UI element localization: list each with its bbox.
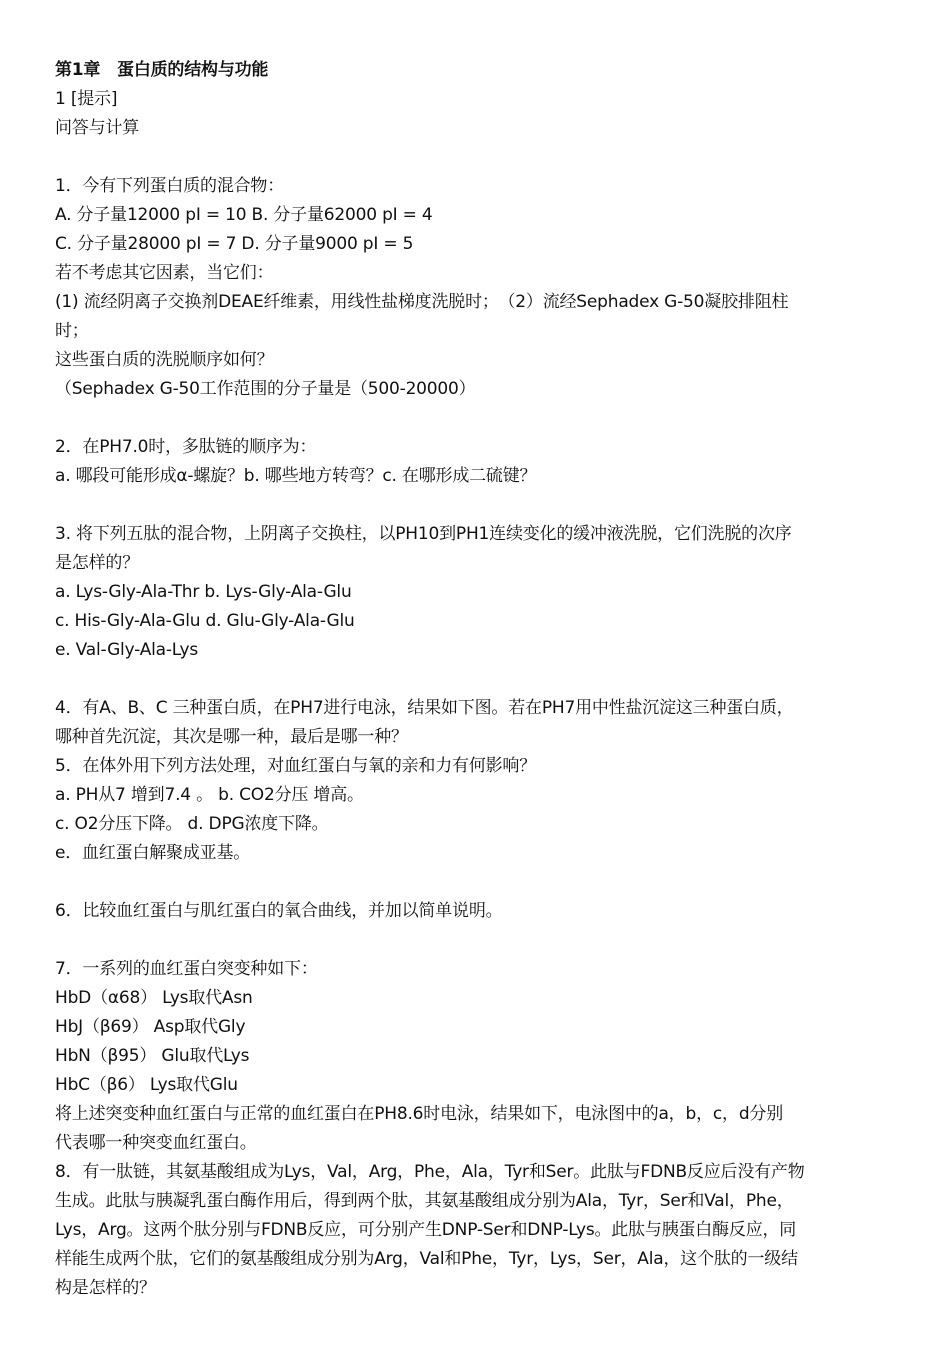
- question-7-line: HbN（β95） Glu取代Lys: [55, 1046, 250, 1066]
- spacer: [55, 868, 900, 897]
- question-3: [55, 520, 900, 665]
- question-8: [55, 1158, 900, 1303]
- question-3-line: 3. 将下列五肽的混合物，上阴离子交换柱，以PH10到PH1连续变化的缓冲液洗脱，它们洗脱的次序: [55, 524, 792, 544]
- spacer: [55, 143, 900, 172]
- question-3-line: c. His-Gly-Ala-Glu d. Glu-Gly-Ala-Glu: [55, 611, 355, 631]
- question-7-line: 7．一系列的血红蛋白突变种如下：: [55, 959, 318, 979]
- question-3-line: a. Lys-Gly-Ala-Thr b. Lys-Gly-Ala-Glu: [55, 582, 352, 602]
- spacer: [55, 491, 900, 520]
- question-1-line: (1) 流经阴离子交换剂DEAE纤维素，用线性盐梯度洗脱时； （2）流经Sephadex G-50凝胶排阻柱: [55, 292, 789, 312]
- question-8-line: 8．有一肽链，其氨基酸组成为Lys，Val，Arg，Phe，Ala，Tyr和Ser。此肽与FDNB反应后没有产物: [55, 1162, 805, 1182]
- section-heading: 问答与计算: [55, 118, 139, 138]
- question-8-line: 生成。此肽与胰凝乳蛋白酶作用后，得到两个肽，其氨基酸组成分别为Ala，Tyr，Ser和Val，Phe，: [55, 1191, 794, 1211]
- question-6-line: 6．比较血红蛋白与肌红蛋白的氧合曲线，并加以简单说明。: [55, 901, 503, 921]
- question-1-line: C. 分子量28000 pI = 7 D. 分子量9000 pI = 5: [55, 234, 414, 254]
- question-8-line: 样能生成两个肽，它们的氨基酸组成分别为Arg，Val和Phe，Tyr，Lys，Ser，Ala，这个肽的一级结: [55, 1249, 798, 1269]
- question-3-line: e. Val-Gly-Ala-Lys: [55, 640, 199, 660]
- question-2-line: 2．在PH7.0时，多肽链的顺序为：: [55, 437, 317, 457]
- hint-link: 1 [提示]: [55, 89, 118, 109]
- question-5: [55, 752, 900, 868]
- question-1-line: 这些蛋白质的洗脱顺序如何？: [55, 350, 274, 370]
- question-4: [55, 694, 900, 752]
- chapter-title: 第1章 蛋白质的结构与功能: [55, 60, 269, 80]
- question-5-line: c. O2分压下降。 d. DPG浓度下降。: [55, 814, 329, 834]
- question-5-line: 5．在体外用下列方法处理，对血红蛋白与氧的亲和力有何影响？: [55, 756, 537, 776]
- document-body: [55, 56, 900, 1303]
- question-7-line: 将上述突变种血红蛋白与正常的血红蛋白在PH8.6时电泳，结果如下，电泳图中的a，b，c，d分别: [55, 1104, 784, 1124]
- question-6: [55, 897, 900, 926]
- question-7-line: 代表哪一种突变血红蛋白。: [55, 1133, 257, 1153]
- question-2-line: a. 哪段可能形成α-螺旋？b. 哪些地方转弯？c. 在哪形成二硫键？: [55, 466, 537, 486]
- question-7-line: HbC（β6） Lys取代Glu: [55, 1075, 238, 1095]
- question-7-line: HbJ（β69） Asp取代Gly: [55, 1017, 246, 1037]
- question-4-line: 哪种首先沉淀，其次是哪一种，最后是哪一种？: [55, 727, 408, 747]
- question-1-line: 1．今有下列蛋白质的混合物：: [55, 176, 285, 196]
- question-1-line: （Sephadex G-50工作范围的分子量是（500-20000）: [55, 379, 476, 399]
- question-3-line: 是怎样的？: [55, 553, 139, 573]
- question-1: [55, 172, 900, 404]
- question-1-line: 时；: [55, 321, 89, 341]
- question-7-line: HbD（α68） Lys取代Asn: [55, 988, 253, 1008]
- question-7: [55, 955, 900, 1158]
- question-8-line: Lys，Arg。这两个肽分别与FDNB反应，可分别产生DNP-Ser和DNP-Lys。此肽与胰蛋白酶反应，同: [55, 1220, 797, 1240]
- spacer: [55, 926, 900, 955]
- question-1-line: A. 分子量12000 pI = 10 B. 分子量62000 pI = 4: [55, 205, 433, 225]
- question-5-line: e．血红蛋白解聚成亚基。: [55, 843, 251, 863]
- question-1-line: 若不考虑其它因素，当它们：: [55, 263, 274, 283]
- question-5-line: a. PH从7 增到7.4 。 b. CO2分压 增高。: [55, 785, 364, 805]
- spacer: [55, 404, 900, 433]
- spacer: [55, 665, 900, 694]
- question-4-line: 4．有A、B、C 三种蛋白质，在PH7进行电泳，结果如下图。若在PH7用中性盐沉淀这三种蛋白质，: [55, 698, 794, 718]
- question-8-line: 构是怎样的？: [55, 1278, 156, 1298]
- question-2: [55, 433, 900, 491]
